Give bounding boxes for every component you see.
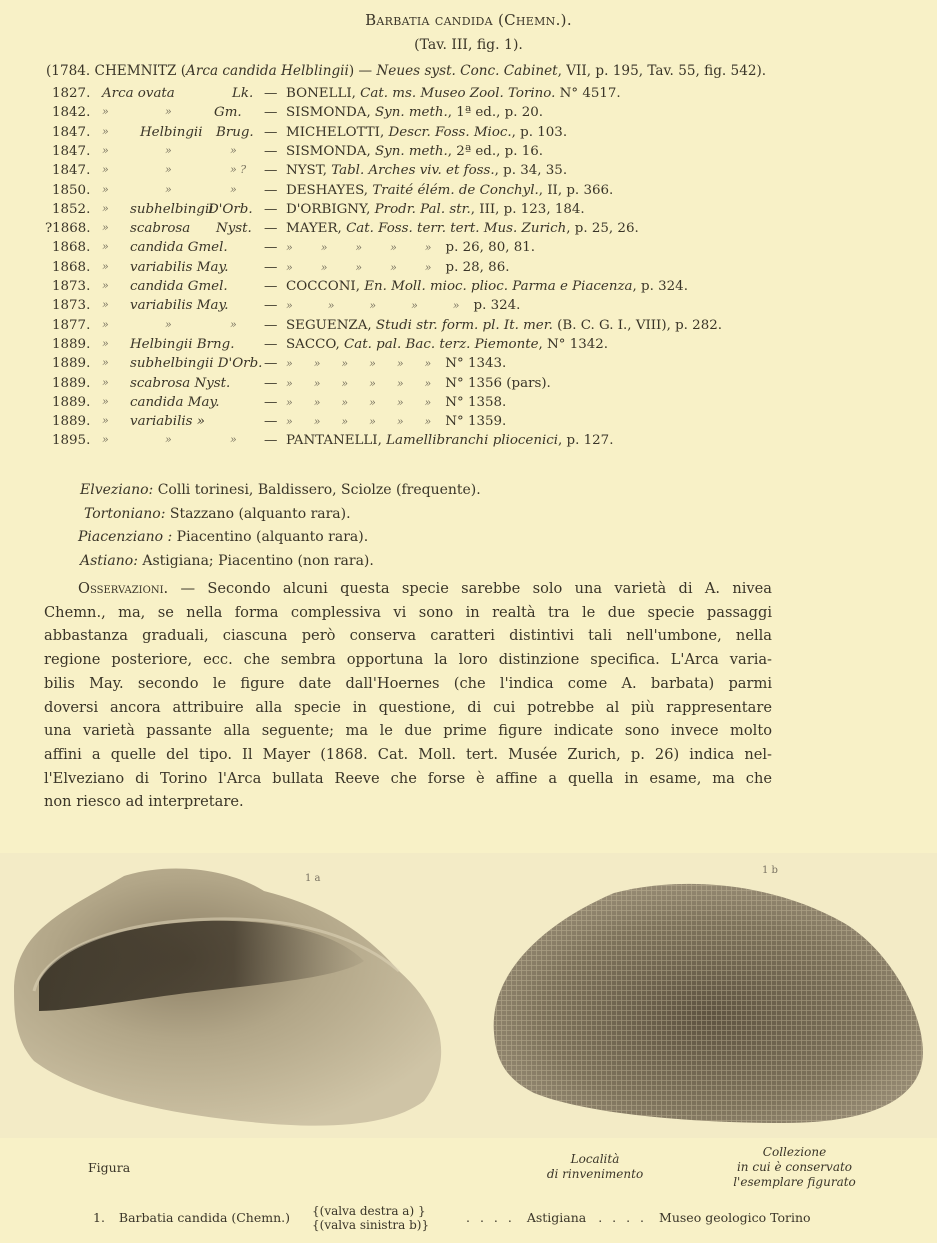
syn-species: variabilis May. [130,259,229,275]
syn-species: variabilis » [130,414,205,430]
syn-species: » [165,433,172,447]
obs-line-6: doversi ancora attribuire alla specie in questione, di cui potrebbe al più rappresentare [44,698,772,716]
syn-ref-author: PANTANELLI, [286,433,387,449]
synonymy-row: 1847. » » » ? — NYST, Tabl. Arches viv. et foss., p. 34, 35. [52,163,568,179]
syn-dash: — [264,259,278,275]
syn-year: 1889. [52,336,91,352]
syn-ref-author: BONELLI, [286,86,361,101]
syn-genus: » [102,317,109,331]
title-paren-open: ( [492,11,505,29]
syn-dash: — [264,433,278,449]
syn-ref-author: MAYER, [286,221,347,237]
syn-ref-work: Descr. Foss. Mioc. [388,124,512,140]
syn-dash: — [264,86,278,101]
synonymy-row [0,356,937,376]
syn-ref-author: SACCO, [286,336,345,352]
caption-col-collezione [722,1145,867,1190]
syn-genus: » [102,414,109,428]
syn-ref-author: SEGUENZA, [286,317,376,333]
syn-ref-work: En. Moll. mioc. plioc. Parma e Piacenza [364,279,633,294]
syn-ref-work: » » » » » [286,260,432,274]
syn-ref-work: Traité élém. de Conchyl. [372,182,539,198]
syn-year: 1868. [52,240,91,256]
syn-ref-author: SISMONDA, [286,105,375,121]
syn-species: candida May. [130,394,220,410]
leader-dots-1: . . . . [466,1210,515,1225]
syn-reference [286,86,621,101]
syn-dash: — [264,221,278,237]
syn-reference [286,221,639,236]
stage-localities: Piacentino (alquanto rara). [172,529,369,545]
syn-year: 1850. [52,182,91,198]
syn-dash: — [264,163,278,179]
localita-line-2: di rinvenimento [546,1167,644,1181]
syn-year: 1873. [52,298,91,314]
syn-dash: — [264,279,278,294]
caption-col-figura: Figura [88,1160,131,1175]
plate-reference: (Tav. III, fig. 1). [414,37,523,53]
syn-ref-work: » » » » » » [286,357,432,371]
syn-ref-author: DESHAYES, [286,182,373,198]
syn-ref-tail: , II, p. 366. [538,182,614,198]
caption-locality-row [466,1210,811,1225]
stratigraphy-line [80,482,481,498]
syn-year: 1895. [52,433,91,449]
syn-reference [286,376,551,391]
syn-species: » [165,182,172,196]
syn-ref-tail: N° 1343. [445,356,507,372]
obs-line-1 [44,577,772,601]
syn-genus: » [102,336,109,350]
synonymy-row [0,260,937,280]
syn-ref-work: Prodr. Pal. str. [374,201,471,217]
syn-ref-tail: , p. 34, 35. [494,163,568,179]
syn-reference [286,433,613,448]
syn-reference [286,279,688,294]
syn-genus: » [102,240,109,254]
shell-figure-1a-interior [4,861,474,1133]
syn-ref-work: » » » » » [286,299,460,313]
figure-label-1b: 1 b [762,865,778,876]
syn-ref-tail: N° 4517. [555,86,621,101]
syn-species: variabilis May. [130,298,229,314]
stage-localities: Astigiana; Piacentino (non rara). [137,552,374,569]
syn-species: Helbingii Brng. [130,336,235,352]
syn-ref-author: COCCONI, [286,279,365,294]
syn-reference [286,183,613,198]
syn-genus: » [102,105,109,119]
obs-line-9: l'Elveziano di Torino l'Arca bullata Reeve che forse è affine a quella in esame, ma che [44,769,772,787]
stage-name: Elveziano: [80,482,154,498]
syn-ref-author: MICHELOTTI, [286,124,389,140]
syn-ref-work: » » » » » » [286,415,432,429]
syn-ref-tail: , p. 127. [558,433,614,449]
syn-species: » [165,163,172,177]
syn-ref-tail: , 1ª ed., p. 20. [447,105,544,121]
figure-label-1a: 1 a [305,873,321,884]
syn-dash: — [264,317,278,333]
syn-year: 1842. [52,105,91,121]
syn-ref-tail: p. 26, 80, 81. [445,240,536,256]
obs-line-5: bilis May. secondo le figure date dall'Hoernes (che l'indica come A. barbata) parmi [44,674,772,692]
valve-brace [312,1204,429,1232]
syn-genus: » [102,394,109,408]
syn-year: 1877. [52,317,91,333]
syn-ref-work: Syn. meth. [374,105,448,121]
syn-reference [286,298,520,313]
synonymy-row [0,395,937,415]
stratigraphy-line [80,553,374,569]
syn-dash: — [264,414,278,430]
syn-reference [286,318,722,333]
syn-genus: » [102,143,109,157]
synonymy-row [0,376,937,396]
syn-reference [286,337,608,352]
syn-genus: » [102,182,109,196]
stage-name: Tortoniano: [84,505,166,522]
syn-reference [286,414,506,429]
title-genus-species: Barbatia candida [365,11,493,29]
obs-line-2: Chemn., ma, se nella forma complessiva vi sono in realtà tra le due specie passaggi [44,603,772,621]
syn-ref-author: NYST, [286,163,332,179]
syn-year: 1889. [52,414,91,430]
stratigraphy-line [78,529,368,545]
synonymy-row: 1847. » Helbingii Brug. — MICHELOTTI, Descr. Foss. Mioc., p. 103. [52,124,568,140]
first-ref-dash: ) — [348,63,377,79]
syn-dash: — [264,105,278,121]
collezione-line-3: l'esemplare figurato [733,1175,856,1189]
collezione-line-2: in cui è conservato [736,1160,853,1174]
synonymy-row: 1847. » » » — SISMONDA, Syn. meth., 2ª ed., p. 16. [52,143,544,159]
syn-species: subhelbingii [130,201,214,217]
syn-genus: Arca ovata [102,86,175,101]
syn-ref-work: » » » » » [286,241,432,255]
synonymy-row [0,240,937,260]
obs-line-7: una varietà passante alla seguente; ma le due prime figure indicate sono invece molto [44,722,772,740]
syn-year: 1889. [52,356,91,372]
syn-ref-tail: , p. 25, 26. [566,221,639,237]
syn-ref-author: SISMONDA, [286,143,375,159]
first-ref-prefix: (1784. CHEMNITZ ( [46,63,187,79]
caption-row-1 [93,1210,290,1225]
syn-year: 1847. [52,143,91,159]
syn-ref-tail: p. 324. [473,298,521,314]
syn-ref-tail: , N° 1342. [538,336,609,352]
syn-species: candida Gmel. [130,279,228,294]
first-reference [46,63,766,79]
syn-genus: » [102,259,109,273]
syn-ref-tail: , III, p. 123, 184. [470,201,585,217]
syn-genus: » [102,298,109,312]
collezione-line-1: Collezione [762,1145,827,1159]
syn-ref-work: Syn. meth. [374,143,448,159]
syn-genus: » [102,221,109,235]
syn-dash: — [264,201,278,217]
syn-dash: — [264,298,278,314]
syn-species: candida Gmel. [130,240,228,256]
syn-ref-work: Cat. Foss. terr. tert. Mus. Zurich [346,221,567,237]
syn-ref-work: Tabl. Arches viv. et foss. [331,163,495,179]
syn-genus: » [102,433,109,447]
syn-reference [286,125,567,140]
syn-year: 1889. [52,375,91,391]
syn-ref-tail: , 2ª ed., p. 16. [447,143,544,159]
syn-species: » [165,317,172,331]
synonymy-row [0,279,937,299]
syn-genus: » [102,279,109,292]
photo-plate [0,853,937,1138]
stratigraphy-line [84,506,351,522]
syn-ref-tail: p. 28, 86. [445,259,510,275]
syn-reference [286,105,543,120]
syn-dash: — [264,182,278,198]
valve-a-line: {(valva destra a) } [312,1204,426,1218]
caption-col-localita [540,1152,650,1182]
valve-b-line: {(valva sinistra b)} [312,1218,430,1232]
synonymy-row [0,414,937,434]
syn-ref-tail: N° 1359. [445,414,507,430]
syn-reference [286,240,535,255]
synonymy-row: 1842. » » Gm. — SISMONDA, Syn. meth., 1ª ed., p. 20. [52,105,544,121]
syn-year: 1873. [52,279,91,294]
caption-collection: Museo geologico Torino [659,1210,811,1225]
obs-line-10: non riesco ad interpretare. [44,793,244,811]
syn-ref-work: Lamellibranchi pliocenici [386,433,559,449]
syn-dash: — [264,124,278,140]
syn-ref-work: Cat. pal. Bac. terz. Piemonte [344,336,539,352]
stage-localities: Colli torinesi, Baldissero, Sciolze (frequente). [153,482,481,498]
syn-reference [286,395,506,410]
syn-year: 1847. [52,163,91,179]
syn-dash: — [264,356,278,372]
synonymy-row: 1850. » » » — DESHAYES, Traité élém. de Conchyl., II, p. 366. [52,182,614,198]
syn-dash: — [264,143,278,159]
first-ref-work: Neues syst. Conc. Cabinet [376,63,558,79]
syn-reference [286,356,506,371]
species-title [0,11,937,29]
syn-ref-tail: , p. 324. [632,279,688,294]
syn-ref-tail: (B. C. G. I., VIII), p. 282. [552,317,722,333]
syn-dash: — [264,394,278,410]
syn-genus: » [102,124,109,138]
syn-year: 1827. [52,86,91,101]
syn-species: Helbingii [140,124,203,140]
syn-dash: — [264,240,278,256]
valve-b: (valva sinistra b) [319,1218,422,1232]
title-paren-close: ). [560,11,572,29]
syn-year: 1852. [52,201,91,217]
stage-localities: Stazzano (alquanto rara). [165,505,351,522]
shell-figure-1b-exterior [484,873,934,1133]
syn-reference [286,163,567,178]
syn-year: ?1868. [45,221,91,237]
caption-species: Barbatia candida (Chemn.) [118,1210,291,1225]
obs-line-4: regione posteriore, ecc. che sembra opportuna la loro distinzione specifica. L'Arca varia- [44,651,772,669]
synonymy-row [0,337,937,357]
syn-genus: » [102,356,109,370]
syn-ref-work: Cat. ms. Museo Zool. Torino. [360,86,556,101]
syn-genus: » [102,163,109,177]
obs-line-3: abbastanza graduali, ciascuna però conserva caratteri distintivi tali nell'umbone, nella [44,627,772,645]
caption-number: 1. [93,1210,105,1225]
syn-ref-tail: N° 1358. [445,394,507,410]
first-ref-species: Arca candida Helblingii [186,63,349,79]
syn-species: scabrosa Nyst. [130,375,231,391]
syn-species: » [165,143,172,157]
syn-reference [286,202,585,217]
syn-dash: — [264,336,278,352]
obs-heading: Osservazioni. [78,580,169,597]
synonymy-row: 1895. » » » — PANTANELLI, Lamellibranchi pliocenici, p. 127. [52,433,614,449]
stage-name: Astiano: [80,552,138,569]
caption-locality: Astigiana [526,1210,587,1225]
syn-dash: — [264,375,278,391]
obs-text: — Secondo alcuni questa specie sarebbe solo una varietà di A. nivea [168,580,772,597]
obs-line-8: affini a quelle del tipo. Il Mayer (1868. Cat. Moll. tert. Musée Zurich, p. 26) indica nel- [44,745,772,763]
stage-name: Piacenziano : [78,529,173,545]
syn-genus: » [102,201,109,215]
first-ref-suffix: , VII, p. 195, Tav. 55, fig. 542). [557,63,767,79]
localita-line-1: Località [570,1152,620,1166]
synonymy-row: 1852. » subhelbingii D'Orb. — D'ORBIGNY, Prodr. Pal. str., III, p. 123, 184. [52,201,585,217]
valve-a: (valva destra a) [319,1204,415,1218]
syn-ref-work: Studi str. form. pl. It. mer. [375,317,553,333]
syn-ref-work: » » » » » » [286,395,432,409]
syn-ref-author: D'ORBIGNY, [286,201,375,217]
syn-ref-work: » » » » » » [286,376,432,390]
syn-genus: » [102,375,109,389]
syn-ref-tail: , p. 103. [511,124,568,140]
syn-species: » [165,105,172,119]
leader-dots-2: . . . . [598,1210,648,1225]
synonymy-row: 1877. » » » — SEGUENZA, Studi str. form. pl. It. mer. (B. C. G. I., VIII), p. 282. [52,317,722,333]
syn-ref-tail: N° 1356 (pars). [445,375,551,391]
syn-year: 1847. [52,124,91,140]
title-author: Chemn. [504,11,561,29]
syn-year: 1868. [52,259,91,275]
syn-year: 1889. [52,394,91,410]
syn-species: scabrosa [130,221,191,237]
syn-species: subhelbingii D'Orb. [130,356,263,372]
synonymy-row: 1827. Arca ovata Lk. — BONELLI, Cat. ms. Museo Zool. Torino. N° 4517. [52,86,621,101]
syn-reference [286,144,543,159]
synonymy-row [0,298,937,318]
observations-paragraph [44,577,772,814]
syn-reference [286,260,509,275]
synonymy-row: ?1868. » scabrosa Nyst. — MAYER, Cat. Foss. terr. tert. Mus. Zurich, p. 25, 26. [45,221,639,237]
